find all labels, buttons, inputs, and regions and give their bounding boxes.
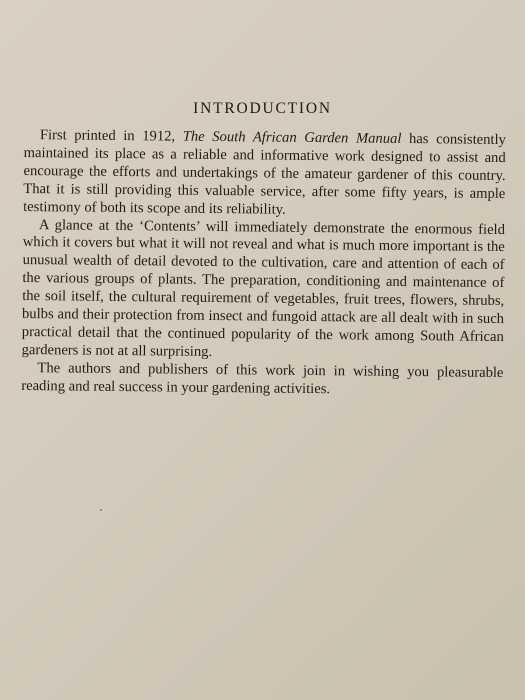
- paragraph-1-rest: has consistently maintained its place as a reliable and informative work designed to assist and encourage the efforts and undertakings of the amateur gardener of this country. That it is still providing this valuable service, after some fifty years, is ample testimony of both its scope and its reliability.: [23, 130, 506, 218]
- paragraph-1: [23, 127, 506, 222]
- page-title: INTRODUCTION: [193, 100, 332, 117]
- paragraph-1-lead: First printed in 1912,: [39, 127, 183, 145]
- paragraph-2: A glance at the ‘Contents’ will immediately demonstrate the enormous field which it covers but what it will not reveal and what is much more important is the unusual wealth of detail devoted to the cultivation, care and attention of each of the various groups of plants. The preparation, conditioning and maintenance of the soil itself, the cultural requirement of vegetables, fruit trees, flowers, shrubs, bulbs and their protection from insect and fungoid attack are all dealt with in such practical detail that the continued popularity of the work among South African gardeners is not at all surprising.: [21, 216, 506, 360]
- paper-speck: [100, 509, 102, 511]
- introduction-body: [21, 127, 506, 401]
- paragraph-3: The authors and publishers of this work join in wishing you pleasurable reading and real success in your gardening activities.: [21, 359, 504, 397]
- book-title-italic: The South African Garden Manual: [182, 128, 402, 147]
